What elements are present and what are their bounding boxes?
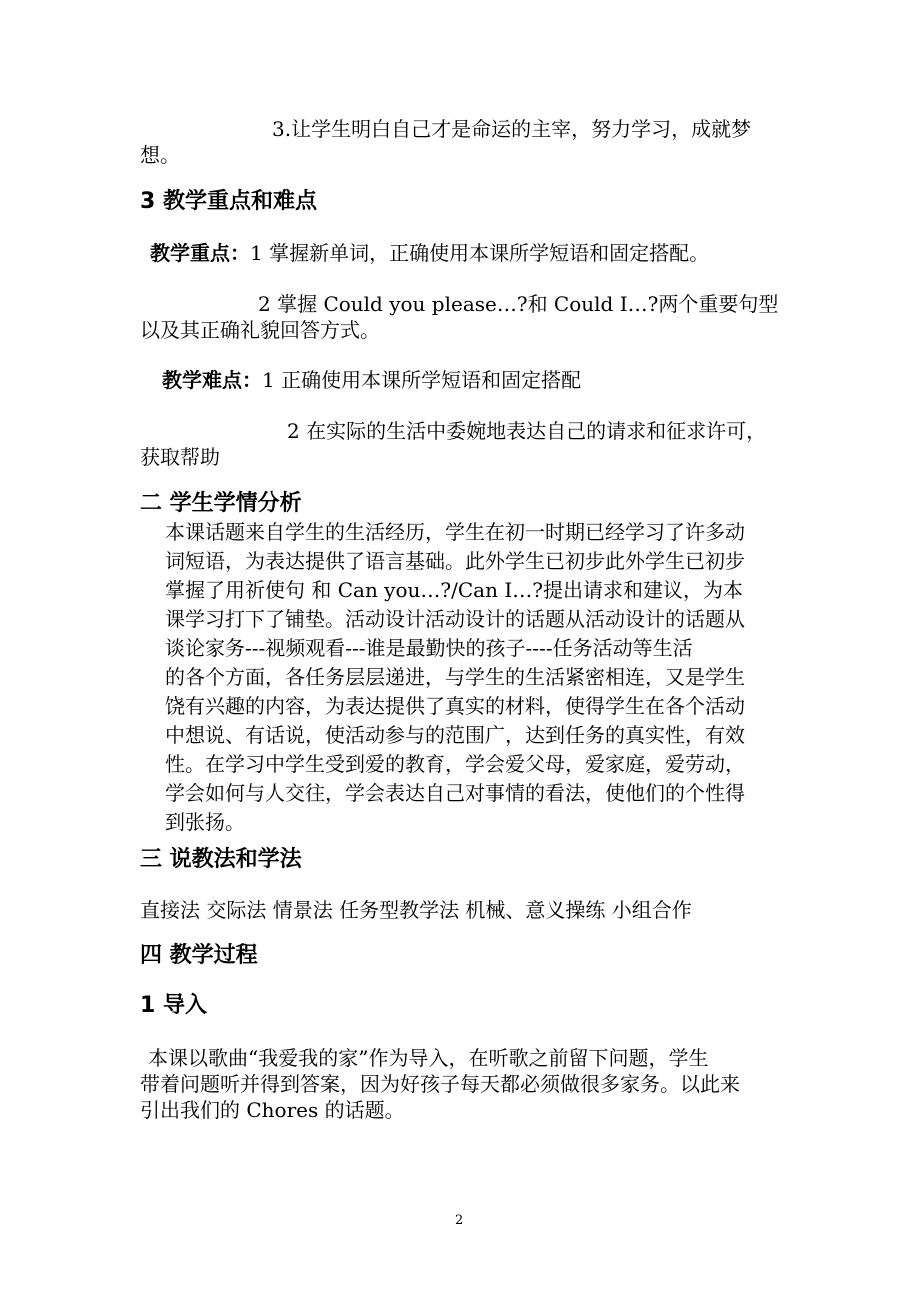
analysis-line: 课学习打下了铺垫。活动设计活动设计的话题从活动设计的话题从 [165, 607, 745, 631]
difficult-points-row [162, 367, 581, 393]
analysis-line: 学会如何与人交往，学会表达自己对事情的看法，使他们的个性得 [165, 781, 745, 805]
methods-list: 直接法 交际法 情景法 任务型教学法 机械、意义操练 小组合作 [140, 898, 692, 922]
analysis-line: 谈论家务---视频观看---谁是最勤快的孩子----任务活动等生活 [165, 636, 693, 660]
objective-line-2: 想。 [140, 143, 180, 167]
difficult-point-2-line-1: 2 在实际的生活中委婉地表达自己的请求和征求许可， [287, 419, 767, 443]
section-heading-learner-analysis: 二 学生学情分析 [140, 491, 302, 516]
section-heading-key-difficult: 3 教学重点和难点 [140, 189, 317, 214]
intro-line: 带着问题听并得到答案，因为好孩子每天都必须做很多家务。以此来 [140, 1072, 740, 1096]
section-heading-methods: 三 说教法和学法 [140, 847, 302, 872]
analysis-line: 中想说、有话说，使活动参与的范围广，达到任务的真实性，有效 [165, 723, 745, 747]
sub-heading-introduction: 1 导入 [140, 993, 207, 1018]
key-point-2-line-2: 以及其正确礼貌回答方式。 [140, 318, 380, 342]
key-points-row [150, 240, 709, 266]
key-points-label: 教学重点： [150, 241, 250, 265]
analysis-line: 词短语，为表达提供了语言基础。此外学生已初步此外学生已初步 [165, 549, 745, 573]
difficult-points-label: 教学难点： [162, 368, 262, 392]
analysis-line: 饶有兴趣的内容，为表达提供了真实的材料，使得学生在各个活动 [165, 694, 745, 718]
objective-line-1: 3.让学生明白自己才是命运的主宰，努力学习，成就梦 [272, 117, 752, 141]
difficult-point-1: 1 正确使用本课所学短语和固定搭配 [262, 368, 582, 392]
analysis-line: 性。在学习中学生受到爱的教育，学会爱父母，爱家庭，爱劳动， [165, 752, 745, 776]
intro-line: 本课以歌曲“我爱我的家”作为导入，在听歌之前留下问题，学生 [148, 1046, 709, 1070]
key-point-2-line-1: 2 掌握 Could you please…?和 Could I…?两个重要句型 [258, 292, 779, 316]
analysis-line: 本课话题来自学生的生活经历，学生在初一时期已经学习了许多动 [165, 520, 745, 544]
section-heading-process: 四 教学过程 [140, 943, 258, 968]
intro-line: 引出我们的 Chores 的话题。 [140, 1098, 405, 1122]
page-number: 2 [455, 1213, 464, 1228]
analysis-line: 掌握了用祈使句 和 Can you…?/Can I…?提出请求和建议，为本 [165, 578, 743, 602]
difficult-point-2-line-2: 获取帮助 [140, 445, 220, 469]
key-point-1: 1 掌握新单词，正确使用本课所学短语和固定搭配。 [250, 241, 710, 265]
analysis-line: 到张扬。 [165, 810, 245, 834]
analysis-line: 的各个方面，各任务层层递进，与学生的生活紧密相连，又是学生 [165, 665, 745, 689]
